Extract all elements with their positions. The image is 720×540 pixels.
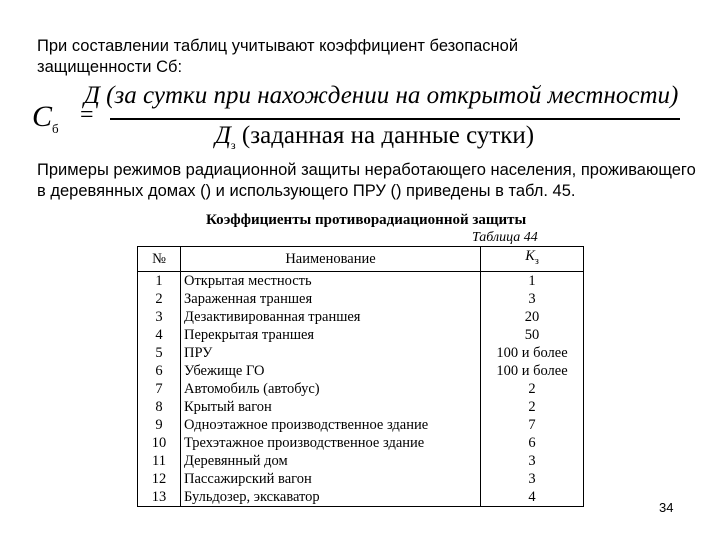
table-row bbox=[138, 398, 584, 416]
row-num: 8 bbox=[138, 398, 181, 416]
row-name: Открытая местность bbox=[181, 271, 481, 290]
table-row bbox=[138, 452, 584, 470]
row-num: 9 bbox=[138, 416, 181, 434]
col-header-k: $K_з$ bbox=[481, 247, 584, 272]
row-name: Бульдозер, экскаватор bbox=[181, 488, 481, 507]
row-num: 13 bbox=[138, 488, 181, 507]
row-num: 6 bbox=[138, 362, 181, 380]
table-row bbox=[138, 380, 584, 398]
table-row bbox=[138, 362, 584, 380]
row-name: Убежище ГО bbox=[181, 362, 481, 380]
row-num: 2 bbox=[138, 290, 181, 308]
table-title: Коэффициенты противорадиационной защиты bbox=[206, 212, 527, 228]
col-header-name: Наименование bbox=[181, 247, 481, 272]
row-name: Зараженная траншея bbox=[181, 290, 481, 308]
row-k: 20 bbox=[524, 308, 540, 325]
table-number: Таблица 44 bbox=[472, 230, 538, 245]
row-k: 7 bbox=[528, 416, 536, 433]
row-name: Автомобиль (автобус) bbox=[181, 380, 481, 398]
row-num: 7 bbox=[138, 380, 181, 398]
formula-denominator: $Д_з$ (заданная на данные сутки) bbox=[215, 122, 535, 152]
row-name: Крытый вагон bbox=[181, 398, 481, 416]
row-k: 2 bbox=[528, 380, 536, 397]
formula-lhs: $C_б$ bbox=[32, 100, 59, 136]
row-num: 5 bbox=[138, 344, 181, 362]
table-row bbox=[138, 290, 584, 308]
row-name: Одноэтажное производственное здание bbox=[181, 416, 481, 434]
table-row bbox=[138, 416, 584, 434]
table-row bbox=[138, 434, 584, 452]
row-k: 2 bbox=[528, 398, 536, 415]
row-name: Дезактивированная траншея bbox=[181, 308, 481, 326]
formula-numerator: Д (за сутки при нахождении на открытой местности) bbox=[84, 82, 679, 109]
formula-equals: = bbox=[80, 102, 94, 128]
row-num: 12 bbox=[138, 470, 181, 488]
row-name: Деревянный дом bbox=[181, 452, 481, 470]
table-header-row bbox=[138, 247, 584, 272]
table-row bbox=[138, 271, 584, 290]
row-k: 100 и более bbox=[496, 344, 568, 361]
row-name: Трехэтажное производственное здание bbox=[181, 434, 481, 452]
row-num: 11 bbox=[138, 452, 181, 470]
col-header-num: № bbox=[138, 247, 181, 272]
row-k: 3 bbox=[528, 290, 536, 307]
row-name: ПРУ bbox=[181, 344, 481, 362]
protection-coefficients-table bbox=[137, 246, 584, 507]
row-num: 10 bbox=[138, 434, 181, 452]
page-number: 34 bbox=[659, 500, 674, 515]
intro-paragraph: При составлении таблиц учитывают коэффициент безопасной защищенности Сб: bbox=[37, 37, 519, 76]
fraction-bar bbox=[110, 118, 680, 120]
row-k: 3 bbox=[528, 452, 536, 469]
row-num: 1 bbox=[138, 271, 181, 290]
safety-coefficient-formula bbox=[30, 82, 680, 156]
table-row bbox=[138, 308, 584, 326]
row-num: 3 bbox=[138, 308, 181, 326]
row-k: 50 bbox=[524, 326, 540, 343]
table-row bbox=[138, 344, 584, 362]
row-k: 1 bbox=[528, 272, 536, 289]
row-k: 3 bbox=[528, 470, 536, 487]
row-name: Пассажирский вагон bbox=[181, 470, 481, 488]
table-row bbox=[138, 488, 584, 507]
row-k: 4 bbox=[528, 488, 536, 505]
examples-paragraph: Примеры режимов радиационной защиты неработающего населения, проживающего в деревянных домах () и использующего ПРУ () приведены в табл. 45. bbox=[37, 161, 696, 200]
row-name: Перекрытая траншея bbox=[181, 326, 481, 344]
row-num: 4 bbox=[138, 326, 181, 344]
table-row bbox=[138, 326, 584, 344]
row-k: 6 bbox=[528, 434, 536, 451]
table-row bbox=[138, 470, 584, 488]
row-k: 100 и более bbox=[496, 362, 568, 379]
